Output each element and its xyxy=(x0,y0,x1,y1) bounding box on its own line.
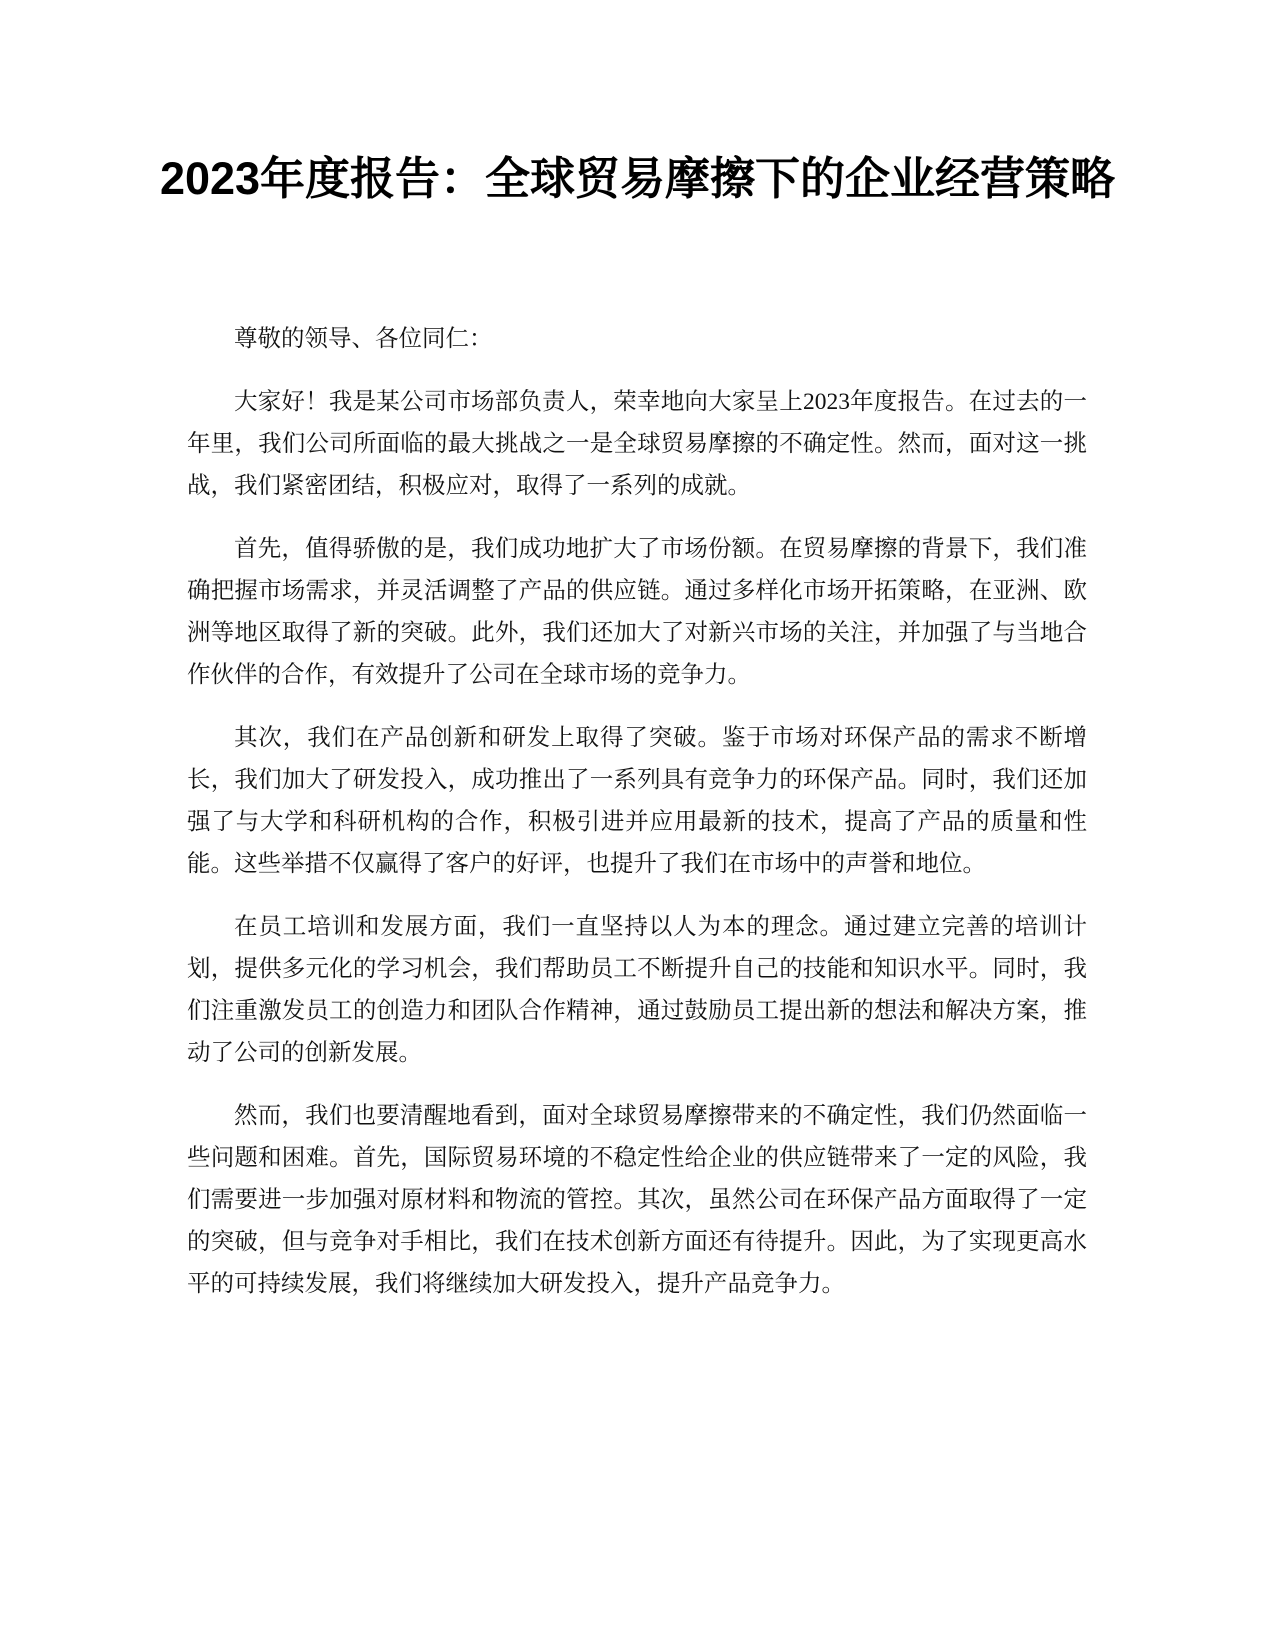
intro-paragraph: 大家好！我是某公司市场部负责人，荣幸地向大家呈上2023年度报告。在过去的一年里，我们公司所面临的最大挑战之一是全球贸易摩擦的不确定性。然而，面对这一挑战，我们紧密团结，积极应对，取得了一系列的成就。 xyxy=(187,389,1087,499)
document-body xyxy=(187,318,1087,1326)
training-paragraph: 在员工培训和发展方面，我们一直坚持以人为本的理念。通过建立完善的培训计划，提供多元化的学习机会，我们帮助员工不断提升自己的技能和知识水平。同时，我们注重激发员工的创造力和团队合作精神，通过鼓励员工提出新的想法和解决方案，推动了公司的创新发展。 xyxy=(187,914,1087,1066)
innovation-paragraph: 其次，我们在产品创新和研发上取得了突破。鉴于市场对环保产品的需求不断增长，我们加大了研发投入，成功推出了一系列具有竞争力的环保产品。同时，我们还加强了与大学和科研机构的合作，积极引进并应用最新的技术，提高了产品的质量和性能。这些举措不仅赢得了客户的好评，也提升了我们在市场中的声誉和地位。 xyxy=(187,725,1087,877)
market-share-paragraph: 首先，值得骄傲的是，我们成功地扩大了市场份额。在贸易摩擦的背景下，我们准确把握市场需求，并灵活调整了产品的供应链。通过多样化市场开拓策略，在亚洲、欧洲等地区取得了新的突破。此外，我们还加大了对新兴市场的关注，并加强了与当地合作伙伴的合作，有效提升了公司在全球市场的竞争力。 xyxy=(187,536,1087,688)
salutation-paragraph: 尊敬的领导、各位同仁： xyxy=(234,326,493,352)
document-title: 2023年度报告：全球贸易摩擦下的企业经营策略 xyxy=(159,153,1116,204)
challenges-paragraph: 然而，我们也要清醒地看到，面对全球贸易摩擦带来的不确定性，我们仍然面临一些问题和困难。首先，国际贸易环境的不稳定性给企业的供应链带来了一定的风险，我们需要进一步加强对原材料和物流的管控。其次，虽然公司在环保产品方面取得了一定的突破，但与竞争对手相比，我们在技术创新方面还有待提升。因此，为了实现更高水平的可持续发展，我们将继续加大研发投入，提升产品竞争力。 xyxy=(187,1103,1087,1297)
